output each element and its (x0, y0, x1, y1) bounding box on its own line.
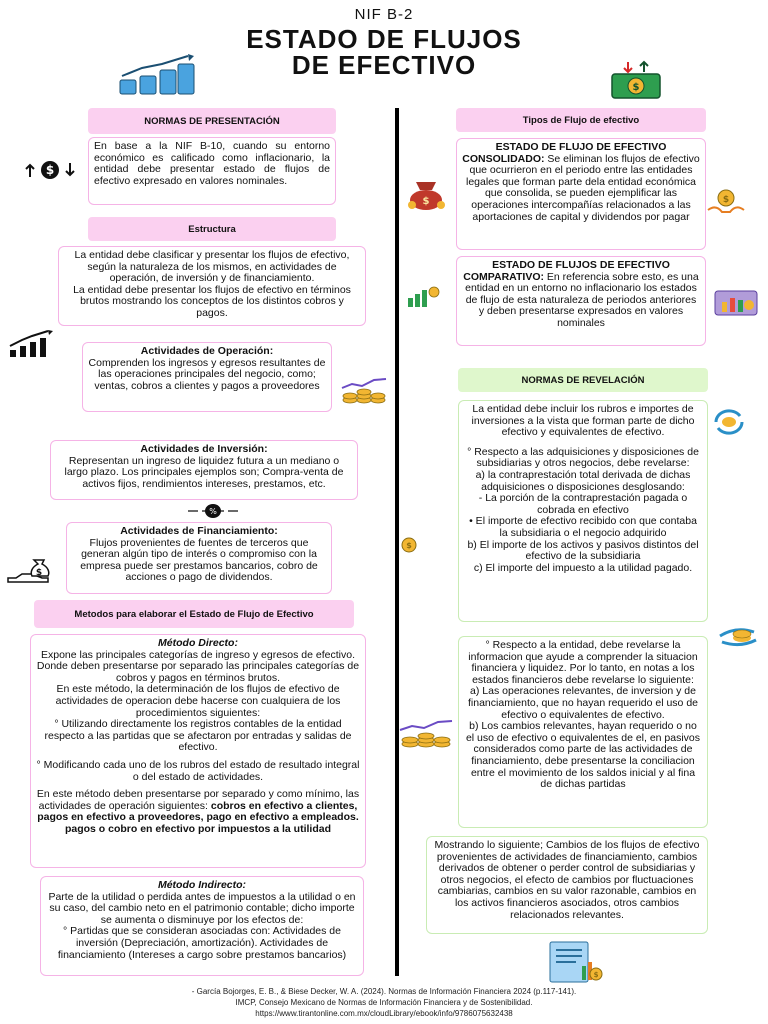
coin-rotate-icon (712, 408, 746, 436)
inversion-title: Actividades de Inversión: (140, 443, 268, 455)
svg-text:$: $ (406, 541, 412, 550)
svg-text:$: $ (35, 568, 43, 578)
coins-growth-icon (398, 720, 454, 748)
revelacion-2-text-2: b) Los cambios relevantes, hayan requerido o no el uso de efectivo o equivalentes de el, en pasivos considerados como parte de las actividades de financiamiento, debe presentarse la conciliacion entre el movimiento de los saldos inicial y al fina de dichas partidas (465, 720, 701, 791)
financiamiento-box (66, 522, 332, 594)
metodo-indirecto-title: Método Indirecto: (157, 879, 247, 891)
comparativo-text: En referencia sobre esto, es una entidad en un entorno no inflacionario los estados de flujo de esta naturaleza de periodos anteriores y deben presentarse expresados en valores nominales (465, 270, 699, 329)
svg-text:$: $ (45, 163, 55, 177)
revelacion-1-text-3: - La porción de la contraprestación pagada o cobrada en efectivo (478, 492, 688, 516)
revelacion-1-text-0: La entidad debe incluir los rubros e importes de inversiones a la vista que forman parte de dicho efectivo y equivalentes de efectivo. (471, 403, 695, 439)
bar-chart-coin-icon (404, 284, 440, 308)
normas-presentacion-text: En base a la NIF B-10, cuando su entorno económico es calificado como inflacionario, la entidad debe presentar estado de flujos de efectivo expresado en valores nominales. (94, 140, 330, 187)
metodo-directo-text-1: Expone las principales categorías de ingreso y egresos de efectivo. Donde deben presentarse por separado las principales categorías de cobros y pagos en términos brutos. (36, 648, 360, 684)
consolidado-text: Se eliminan los flujos de efectivo que ocurrieron en el periodo entre las entidades legales que forman parte dela entidad económica que consolida, se pueden ejemplificar las operaciones intercompañías relacionados a las aportaciones de capital y dividendos por pagar (466, 152, 700, 223)
consolidado-title: ESTADO DE FLUJO DE EFECTIVO CONSOLIDADO: (462, 141, 667, 165)
metodo-directo-text-2: En este método, la determinación de los flujos de efectivo de actividades de operacion debe hacerse con cualquiera de los procedimientos siguientes: (55, 683, 341, 719)
revelacion-2-text-0: ° Respecto a la entidad, debe revelarse la informacion que ayude a comprender la situacion financiera y liquidez. Por lo tanto, en notas a los estados financieros debe revelarse lo siguiente: (468, 639, 698, 686)
coin-arrow-icon (716, 624, 762, 648)
revelacion-1-text-4: • El importe de efectivo recibido con que contaba la subsidiaria o el negocio adquirido (469, 515, 697, 539)
operacion-box (82, 342, 332, 412)
percent-icon (186, 502, 240, 520)
metodo-directo-text-4: ° Modificando cada uno de los rubros del estado de resultado integral o del estado de actividades. (36, 758, 360, 783)
title-line-2: DE EFECTIVO (291, 50, 477, 80)
heading-normas-presentacion: NORMAS DE PRESENTACIÓN (88, 108, 336, 134)
revelacion-2-text-1: a) Las operaciones relevantes, de inversion y de financiamiento, que no hayan requerido el uso de efectivo o equivalentes de efectivo. (468, 685, 698, 721)
dollar-arrows-icon (22, 159, 78, 181)
heading-normas-revelacion: NORMAS DE REVELACIÓN (458, 368, 708, 392)
reference-line-3[interactable]: https://www.tirantonline.com.mx/cloudLibrary/ebook/info/9786075632438 (255, 1009, 513, 1018)
revelacion-1-text-2: a) la contraprestación total derivada de dichas adquisiciones o disposiciones desglosando: (475, 468, 691, 493)
coin-icon (396, 536, 422, 554)
title-line-1: ESTADO DE FLUJOS (246, 24, 522, 54)
revelacion-1-text-1: ° Respecto a las adquisiciones y disposiciones de subsidiarias y otros negocios, debe revelarse: (467, 445, 699, 470)
revelacion-box-1 (458, 400, 708, 622)
operacion-text: Comprenden los ingresos y egresos resultantes de las operaciones principales del negocio, como; ventas, cobros a clientes y pagos a proveedores (88, 356, 326, 392)
metodo-directo-text-3: ° Utilizando directamente los registros contables de la entidad respecto a las partidas que se afectaron por entradas y salidas de efectivo. (44, 718, 352, 754)
metodo-directo-text-5: En este método deben presentarse por separado y como mínimo, las actividades de operación siguientes: (36, 788, 360, 812)
metodo-directo-title: Método Directo: (158, 637, 238, 649)
financiamiento-text: Flujos provenientes de fuentes de terceros que generan algún tipo de interés o compromiso con la empresa puede ser prestamos bancarios, cobro de acciones o pago de dividendos. (80, 536, 318, 584)
financial-report-icon (546, 940, 604, 984)
heading-metodos: Metodos para elaborar el Estado de Flujo de Efectivo (34, 600, 354, 628)
reference-line-2: IMCP, Consejo Mexicano de Normas de Información Financiera y de Sostenibilidad. (235, 998, 533, 1007)
revelacion-1-text-5: b) El importe de los activos y pasivos distintos del efectivo de la subsidiaria (467, 538, 699, 563)
revelacion-box-3 (426, 836, 708, 934)
comparativo-title: ESTADO DE FLUJOS DE EFECTIVO COMPARATIVO: (463, 259, 670, 283)
inversion-box (50, 440, 358, 500)
svg-text:$: $ (593, 971, 599, 979)
document-subtitle: NIF B-2 (354, 6, 414, 23)
metodo-indirecto-text-1: Parte de la utilidad o perdida antes de impuestos a la utilidad o en su caso, del cambio neto en el patrimonio contable; dicho importe se aumenta o disminuye por los efectos de: (48, 890, 356, 926)
estructura-text-1: La entidad debe clasificar y presentar los flujos de efectivo, según la naturaleza de los mismos, en actividades de operación, de inversión y de financiamiento. (74, 249, 350, 285)
growth-chart-icon (8, 330, 54, 358)
metodo-directo-text-5-bold: cobros en efectivo a clientes, pagos en efectivo a proveedores, pago en efectivo a empleados. pagos o cobro en efectivo por impuestos a la utilidad (37, 799, 359, 835)
money-bag-icon (404, 178, 448, 210)
inversion-text: Representan un ingreso de liquidez futura a un mediano o largo plazo. Los principales ejemplos son; Compra-venta de activos fijos, rendimientos intereses, prestamos, etc. (64, 454, 344, 490)
financiamiento-title: Actividades de Financiamiento: (120, 525, 278, 537)
svg-text:$: $ (722, 195, 730, 205)
hand-coin-icon (706, 186, 746, 218)
estructura-box (58, 246, 366, 326)
svg-text:%: % (209, 507, 217, 516)
hand-money-bag-icon (6, 556, 56, 586)
coins-stack-icon (340, 378, 388, 404)
references (0, 986, 768, 1019)
estructura-text-2: La entidad debe presentar los flujos de efectivo en términos brutos mostrando los conceptos de los distintos cobros y pagos. (73, 283, 351, 319)
svg-text:$: $ (422, 196, 430, 207)
metodo-directo-box (30, 634, 366, 868)
comparativo-box (456, 256, 706, 346)
revelacion-1-text-6: c) El importe del impuesto a la utilidad pagado. (473, 561, 693, 574)
coins-chart-icon (116, 54, 196, 96)
metodo-indirecto-box (40, 876, 364, 976)
reference-line-1: - García Bojorges, E. B., & Biese Decker, W. A. (2024). Normas de Información Financiera 2024 (p.117-141). (191, 987, 577, 996)
revelacion-3-text: Mostrando lo siguiente; Cambios de los flujos de efectivo provenientes de actividades de financiamiento, cambios derivados de obtener o perder control de subsidiarias y otros negocios, el efecto de cambios por fluctuaciones cambiarias, cambios en su valor razonable, cambios en los activos financieros asociados, otros cambios relacionados relevantes. (434, 839, 700, 921)
operacion-title: Actividades de Operación: (140, 345, 274, 357)
heading-estructura: Estructura (88, 217, 336, 241)
financial-chart-card-icon (714, 290, 758, 316)
cash-transfer-icon (610, 60, 662, 100)
revelacion-box-2 (458, 636, 708, 828)
consolidado-box (456, 138, 706, 250)
svg-text:$: $ (632, 82, 640, 93)
heading-tipos-flujo: Tipos de Flujo de efectivo (456, 108, 706, 132)
normas-presentacion-box (88, 137, 336, 205)
metodo-indirecto-text-2: ° Partidas que se consideran asociadas con: Actividades de inversión (Depreciación, amortización). Actividades de financiamiento (Intereses a cargo sobre prestamos bancarios) (57, 925, 347, 961)
